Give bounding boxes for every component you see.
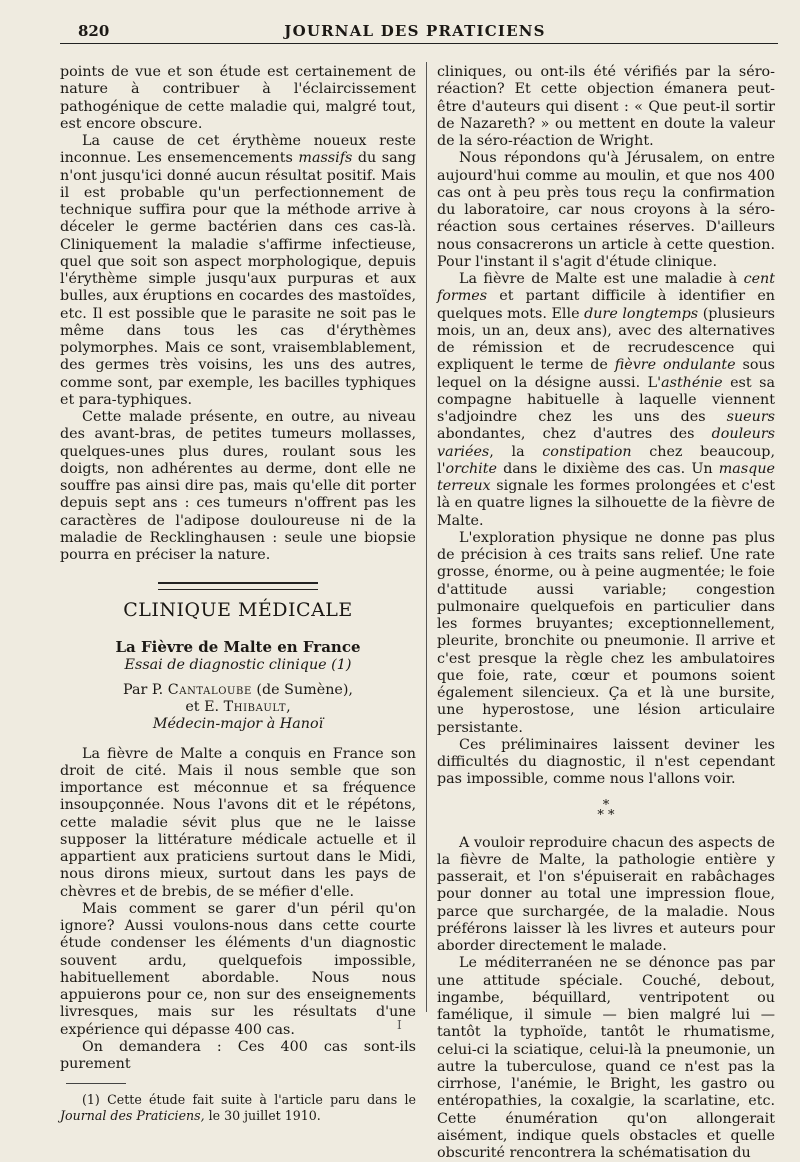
page-number: 820	[78, 22, 110, 40]
paragraph: Nous répondons qu'à Jérusalem, on entre aujourd'hui comme au moulin, et que nos 400 cas ont à peu près tous reçu la confirmation du laboratoire, car nous croyons à la séro-réaction sous certaines réserves. D'ailleurs nous consacrerons un article à cette question. Pour l'instant il s'agit d'étude clinique.	[437, 150, 775, 270]
paragraph: Le méditerranéen ne se dénonce pas par une attitude spéciale. Couché, debout, ingambe, béquillard, ventripotent ou famélique, il simule — bien malgré lui — tantôt la typhoïde, tantôt le rhumatisme, celui-ci la sciatique, celui-là la pneumonie, un autre la tuberculose, quand ce n'est pas la cirrhose, l'anémie, le Bright, les gastro ou entéropathies, la coxalgie, la scarlatine, etc. Cette énumération qu'on allongerait aisément, indique quels obstacles et quelle obscurité rencontrera la schématisation du	[437, 955, 775, 1161]
header-rule	[60, 43, 778, 44]
article-subtitle: Essai de diagnostic clinique (1)	[124, 656, 352, 673]
author-name: Cantaloube	[167, 681, 252, 698]
paragraph: A vouloir reproduire chacun des aspects de la fièvre de Malte, la pathologie entière y passerait, et l'on s'épuiserait en rabâchages pour donner au total une impression floue, parce que surchargée, de la maladie. Nous préférons laisser là les livres et auteurs pour aborder directement le malade.	[437, 834, 775, 954]
author-role: Médecin-major à Hanoï	[152, 716, 324, 733]
paragraph: La cause de cet érythème noueux reste inconnue. Les ensemencements massifs du sang n'ont jusqu'ici donné aucun résultat positif. Mais il est probable qu'un perfectionnement de technique suffira pour que la méthode arrive à déceler le germe bactérien dans ces cas-là. Cliniquement la maladie s'affirme infectieuse, quel que soit son aspect morphologique, depuis l'érythème simple jusqu'aux purpuras et aux bulles, aux éruptions en cocardes des mastoïdes, etc. Il est possible que le parasite ne soit pas le même dans tous les cas d'érythèmes polymorphes. Mais ce sont, vraisemblablement, des germes très voisins, les uns des autres, comme sont, par exemple, les bacilles typhiques et para-typhiques.	[60, 133, 417, 408]
paragraph: L'exploration physique ne donne pas plus de précision à ces traits sans relief. Une rate grosse, énorme, ou à peine augmentée; le foie d'attitude aussi variable; congestion pulmonaire quelquefois en particulier dans les formes bruyantes; exceptionnellement, pleurite, bronchite ou pneumonie. Il arrive et c'est presque la règle chez les ambulatoires que foie, rate, cœur et poumons soient également silencieux. Ça et là une bursite, une hyperostose, une lésion articulaire persistante.	[437, 529, 775, 736]
paragraph: La fièvre de Malte est une maladie à cent formes et partant difficile à identifier en quelques mots. Elle dure longtemps (plusieurs mois, un an, deux ans), avec des alternatives de rémission et de recrudescence qui expliquent le terme de fièvre ondulante sous lequel on la désigne aussi. L'asthénie est sa compagne habituelle à laquelle viennent s'adjoindre chez les uns des sueurs abondantes, chez d'autres des douleurs variées, la constipation chez beaucoup, l'orchite dans le dixième des cas. Un masque terreux signale les formes prolongées et c'est là en quatre lignes la silhouette de la fièvre de Malte.	[437, 271, 775, 529]
journal-title: JOURNAL DES PRATICIENS	[284, 22, 546, 40]
section-title: CLINIQUE MÉDICALE	[123, 599, 353, 622]
paragraph: cliniques, ou ont-ils été vérifiés par la séro-réaction? Et cette objection émanera peut-être d'auteurs qui disent : « Que peut-il sortir de Nazareth? » ou mettent en doute la valeur de la séro-réaction de Wright.	[437, 64, 775, 149]
running-head	[60, 22, 770, 44]
paragraph: On demandera : Ces 400 cas sont-ils purement	[60, 1038, 416, 1072]
left-column	[60, 64, 416, 1124]
paragraph: Mais comment se garer d'un péril qu'on ignore? Aussi voulons-nous dans cette courte étude condenser les éléments d'un diagnostic souvent ardu, quelquefois impossible, habituellement abordable. Nous nous appuierons pour ce, non sur des enseignements livresques, mais sur les résultats d'une expérience qui dépasse 400 cas.	[60, 900, 416, 1038]
paragraph: points de vue et son étude est certainement de nature à contribuer à l'éclaircissement pathogénique de cette maladie qui, malgré tout, est encore obscure.	[60, 64, 416, 132]
author-name: Thibault	[223, 699, 287, 715]
paragraph: Cette malade présente, en outre, au niveau des avant-bras, de petites tumeurs mollasses, quelques-unes plus dures, roulant sous les doigts, non adhérentes au derme, dont elle ne souffre pas ainsi dire pas, mais qu'elle dit porter depuis sept ans : ces tumeurs n'offrent pas les caractères de l'adipose douloureuse ni de la maladie de Recklinghausen : seule une biopsie pourra en préciser la nature.	[60, 409, 416, 563]
footnote: (1) Cette étude fait suite à l'article paru dans le Journal des Praticiens, le 30 juillet 1910.	[60, 1092, 416, 1124]
bottom-mark: I	[397, 1018, 402, 1032]
section-rule	[158, 582, 318, 590]
byline: et E. Thibault,	[185, 699, 291, 715]
asterism-separator: * * *	[597, 797, 615, 823]
paragraph: Ces préliminaires laissent deviner les difficultés du diagnostic, il n'est cependant pas impossible, comme nous l'allons voir.	[437, 736, 775, 788]
byline: Par P. Cantaloube (de Sumène),	[123, 681, 353, 698]
article-title: La Fièvre de Malte en France	[115, 637, 361, 656]
right-column	[437, 64, 775, 1162]
column-divider	[426, 62, 427, 1012]
paragraph: La fièvre de Malte a conquis en France son droit de cité. Mais il nous semble que son importance est méconnue et sa fréquence insoupçonnée. Nous l'avons dit et le répétons, cette maladie sévit plus que ne le laisse supposer la littérature médicale actuelle et il appartient aux praticiens surtout dans le Midi, nous dirons mieux, surtout dans les pays de chèvres et de brebis, de se méfier d'elle.	[60, 745, 416, 900]
